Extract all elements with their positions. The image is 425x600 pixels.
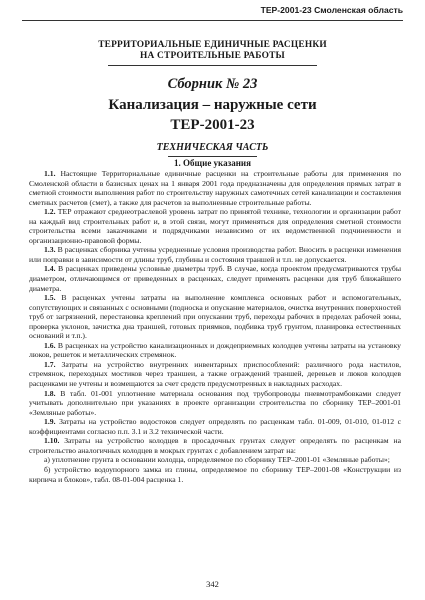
section-divider [168, 156, 257, 157]
paragraph-text: В табл. 01-001 уплотнение материала основания под трубопроводы пневмотрамбовками следует учитывать дополнительно при указаниях в проекте организации строительства по сборнику ТЕР–2001-01 «Земляные работы». [29, 388, 401, 417]
category-divider [108, 65, 317, 66]
paragraph-text: ТЕР отражают среднеотраслевой уровень затрат по принятой технике, технологии и организации работ на каждый вид строительных работ и, в этой связи, могут применяться для определения сметной стоимости строительства всеми заказчиками и подрядчиками независимо от их ведомственной подчиненности и организационно-правовой формы. [29, 207, 401, 245]
paragraph-1-5 [29, 293, 401, 341]
paragraph-1-8 [29, 389, 401, 418]
paragraph-text: В расценках на устройство канализационных и дождеприемных колодцев учтены затраты на установку люков, решеток и металлических стремянок. [29, 340, 402, 360]
paragraph-text: Настоящие Территориальные единичные расценки на строительные работы для применения по Смоленской области в базисных ценах на 1 января 2001 года предназначены для определения прямых затрат в сметной стоимости выполнения работ по строительству наружных самотечных сетей канализации и составления сметных расчетов (смет), а также для расчетов за выполненные строительные работы. [29, 169, 401, 207]
paragraph-1-10 [29, 436, 401, 455]
paragraph-text: Затраты на устройство внутренних инвентарных приспособлений: различного рода настилов, стремянок, переходных мостиков через траншеи, а также ограждений траншей, деревьев и люков колодцев расценками не учтены и возмещаются за счет средств предусмотренных в накладных расходах. [29, 359, 401, 389]
paragraph-text: а) уплотнение грунта в основании колодца, определяемое по сборнику ТЕР–2001-01 «Земляные работы»; [44, 455, 390, 465]
paragraph-1-7 [29, 360, 401, 389]
category-title-line1: ТЕРРИТОРИАЛЬНЫЕ ЕДИНИЧНЫЕ РАСЦЕНКИ [98, 40, 327, 50]
paragraph-number: 1.2. [44, 207, 56, 217]
list-item-b [29, 465, 401, 484]
paragraph-1-9 [29, 417, 401, 436]
collection-title: Сборник № 23 [167, 76, 258, 92]
paragraph-number: 1.5. [44, 293, 56, 303]
paragraph-number: 1.1. [44, 169, 56, 178]
paragraph-number: 1.10. [44, 436, 60, 446]
running-header: ТЕР-2001-23 Смоленская область [260, 5, 403, 15]
paragraph-text: В расценках учтены затраты на выполнение комплекса основных работ и вспомогательных, сопутствующих и связанных с основными (подноска и опускание материалов, очистка внутренних поверхностей труб от загрязнений, перестановка креплений при опускании труб, переходы рабочих в пределах рабочей зоны, проверка уклонов, зачистка дна траншей, готовых приямков, подбивка труб грунтом, планировка естественных оснований и т.п.). [29, 293, 401, 341]
paragraph-text: Затраты на устройство водостоков следует определять по расценкам табл. 01-009, 01-010, 01-012 с коэффициентами согласно п.п. 3.1 и 3.2 технической части. [29, 417, 401, 436]
paragraph-number: 1.8. [44, 388, 56, 398]
section-title: ТЕХНИЧЕСКАЯ ЧАСТЬ [156, 142, 269, 153]
paragraph-1-3 [29, 245, 401, 264]
paragraph-1-2 [29, 207, 401, 245]
document-code: ТЕР-2001-23 [170, 117, 255, 133]
paragraph-text: В расценках приведены условные диаметры труб. В случае, когда проектом предусматриваются трубы диаметром, отличающимся от приведенных в расценках, следует применять расценки для труб ближайшего диаметра. [29, 264, 402, 293]
subsection-title: 1. Общие указания [174, 158, 251, 168]
page-number: 342 [206, 579, 219, 589]
document-title: Канализация – наружные сети [108, 97, 317, 113]
paragraph-number: 1.3. [44, 245, 56, 255]
paragraph-1-6 [29, 341, 401, 360]
paragraph-1-1 [29, 169, 401, 207]
paragraph-text: Затраты на устройство колодцев в просадочных грунтах следует определять по расценкам на строительство аналогичных колодцев в мокрых грунтах с добавлением затрат на: [29, 436, 402, 455]
paragraph-text: В расценках сборника учтены усредненные условия производства работ. Вносить в расценки изменения или поправки в зависимости от длины труб, глубины и состояния траншей и т.п. не допускается. [29, 245, 401, 264]
body-text [29, 169, 401, 484]
paragraph-number: 1.4. [44, 264, 56, 274]
list-item-a [29, 455, 401, 465]
paragraph-number: 1.6. [44, 340, 56, 350]
paragraph-1-4 [29, 264, 401, 293]
paragraph-number: 1.7. [44, 359, 56, 369]
category-title-line2: НА СТРОИТЕЛЬНЫЕ РАБОТЫ [140, 51, 285, 61]
paragraph-number: 1.9. [44, 417, 56, 427]
paragraph-text: б) устройство водоупорного замка из глины, определяемое по сборнику ТЕР–2001-08 «Конструкции из кирпича и блоков», табл. 08-01-004 расценка 1. [29, 464, 401, 484]
header-divider [22, 20, 403, 21]
